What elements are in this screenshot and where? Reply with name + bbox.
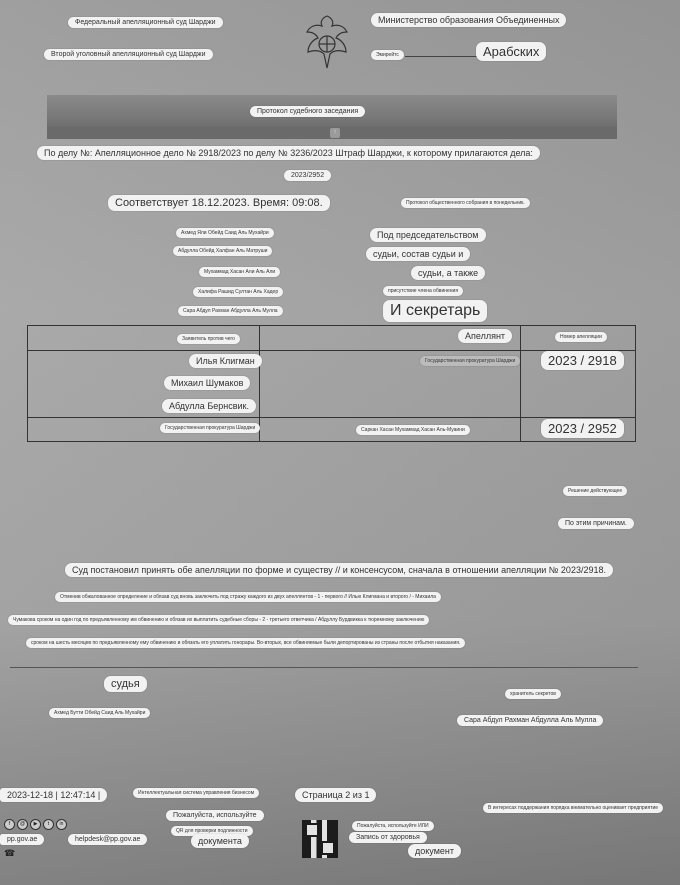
footer-qr-check: QR для проверки подлинности bbox=[171, 826, 253, 836]
col-header-against: Заявитель против чего bbox=[177, 334, 240, 344]
and-judges-label: судьи, а также bbox=[411, 266, 485, 280]
social-icons bbox=[4, 819, 67, 830]
footer-document: документа bbox=[191, 834, 249, 848]
col-header-appellant: Апеллянт bbox=[458, 329, 512, 343]
composition-label: судьи, состав судьи и bbox=[366, 247, 470, 261]
judge-name-3: Мухаммад Хасан Али Аль Али bbox=[199, 267, 280, 277]
and-secretary-label: И секретарь bbox=[383, 300, 487, 322]
presiding-label: Под председательством bbox=[370, 228, 486, 242]
case-line: По делу №: Апелляционное дело № 2918/2023 по делу № 3236/2023 Штраф Шарджи, к которому прилагаются дела: bbox=[37, 146, 540, 160]
phone-icon: ☎ bbox=[4, 848, 16, 858]
judge-name-5: Сара Абдул Рахман Абдулла Аль Мулла bbox=[178, 306, 283, 316]
table-border-left bbox=[27, 325, 28, 441]
judge-title: судья bbox=[104, 676, 147, 692]
table-row-divider bbox=[27, 417, 636, 418]
banner-mark-icon: ↑ bbox=[330, 128, 340, 138]
youtube-icon[interactable]: ▶ bbox=[30, 819, 41, 830]
banner-title: Протокол судебного заседания bbox=[250, 106, 365, 117]
row1-appellant: Государственная прокуратура Шарджи bbox=[420, 356, 520, 366]
footer-health-record: Запись от здоровья bbox=[349, 832, 427, 843]
defendant-name-3: Абдулла Бернсвик. bbox=[162, 399, 256, 413]
row2-appeal-number: 2023 / 2952 bbox=[541, 419, 624, 438]
row2-against: Государственная прокуратура Шарджи bbox=[160, 423, 260, 433]
defendant-name-1: Илья Клигман bbox=[189, 354, 262, 368]
case-attached-number: 2023/2952 bbox=[284, 170, 331, 181]
footer-document-2: документ bbox=[408, 844, 461, 858]
secretary-title: хранитель секретов bbox=[505, 689, 561, 699]
row2-appellant: Саркан Хасан Мухаммад Хасан Аль-Муаини bbox=[356, 425, 470, 435]
court-second-label: Второй уголовный апелляционный суд Шарджи bbox=[44, 49, 213, 60]
table-col-divider-2 bbox=[520, 325, 521, 441]
defendant-name-2: Михаил Шумаков bbox=[164, 376, 250, 390]
ruling-line-3: сроком на шесть месяцев по предъявленному ему обвинению и обязать его уплатить гонорары. Во-вторых, все обвиняемые были депортированы из страны после отбытия наказания. bbox=[26, 638, 465, 648]
twitter-icon[interactable]: t bbox=[43, 819, 54, 830]
table-border-bottom bbox=[27, 441, 636, 442]
ruling-line-2: Чумакова сроком на один год по предъявленному им обвинению и обязав их выплатить судебные сборы - 2 - третьего ответчика / Абдуллу Бурдвикка к тюремному заключению bbox=[8, 615, 429, 625]
ruling-label: Решение действующее bbox=[563, 486, 627, 496]
footer-site-link[interactable]: pp.gov.ae bbox=[0, 834, 44, 845]
judge-name-1: Ахмед Яли Обейд Саид Аль Мухайри bbox=[176, 228, 274, 238]
ministry-underline bbox=[405, 56, 477, 57]
footer-please-use: Пожалуйста, используйте bbox=[166, 810, 264, 821]
row1-appeal-number: 2023 / 2918 bbox=[541, 351, 624, 370]
meeting-note: Протокол общественного собрания в понедельник. bbox=[401, 198, 530, 208]
footer-system: Интеллектуальная система управления бизнесом bbox=[133, 788, 259, 798]
footer-please-or: Пожалуйста, используйте ИЛИ bbox=[352, 821, 434, 831]
ministry-label: Министерство образования Объединенных bbox=[371, 13, 566, 27]
judge-name-4: Халифа Рашид Султан Аль Хадер bbox=[193, 287, 283, 297]
footer-page-number: Страница 2 из 1 bbox=[295, 788, 376, 802]
prosecution-presence-label: присутствие члена обвинения bbox=[383, 286, 463, 296]
judge-name-2: Абдулла Обейд Халфан Аль Матруши bbox=[173, 246, 272, 256]
uae-emblem-icon bbox=[302, 10, 352, 72]
facebook-icon[interactable]: f bbox=[4, 819, 15, 830]
instagram-icon[interactable]: @ bbox=[17, 819, 28, 830]
ruling-line-1: Отменив обжалованное определение и обязав суд вновь заключить под стражу каждого из двух апеллянтов - 1 - первого // Илью Клигмана и второго / - Михаила bbox=[55, 592, 441, 602]
footer-timestamp: 2023-12-18 | 12:47:14 | bbox=[0, 788, 107, 802]
col-header-number: Номер апелляции bbox=[555, 332, 607, 342]
linkedin-icon[interactable]: in bbox=[56, 819, 67, 830]
signature-separator bbox=[10, 667, 638, 668]
table-col-divider-1 bbox=[259, 325, 260, 441]
judge-signature-name: Ахмед Бутти Обейд Саид Аль Мухайри bbox=[49, 708, 150, 718]
table-border-top bbox=[27, 325, 636, 326]
case-date-time: Соответствует 18.12.2023. Время: 09:08. bbox=[108, 195, 330, 211]
reasons-label: По этим причинам. bbox=[558, 518, 634, 529]
ruling-main: Суд постановил принять обе апелляции по форме и существу // и консенсусом, сначала в отношении апелляции № 2023/2918. bbox=[65, 563, 613, 577]
footer-email-link[interactable]: helpdesk@pp.gov.ae bbox=[68, 834, 147, 845]
table-border-right bbox=[635, 325, 636, 441]
secretary-signature-name: Сара Абдул Рахман Абдулла Аль Мулла bbox=[457, 715, 603, 726]
ministry-line2-label: Арабских bbox=[476, 42, 546, 61]
ministry-small-label: Эмирейтс bbox=[371, 50, 404, 60]
court-federal-label: Федеральный апелляционный суд Шарджи bbox=[68, 17, 223, 28]
qr-code-icon[interactable] bbox=[302, 820, 338, 858]
footer-right-note: В интересах поддержания порядка внимательно оценивает предприятие bbox=[483, 803, 663, 813]
